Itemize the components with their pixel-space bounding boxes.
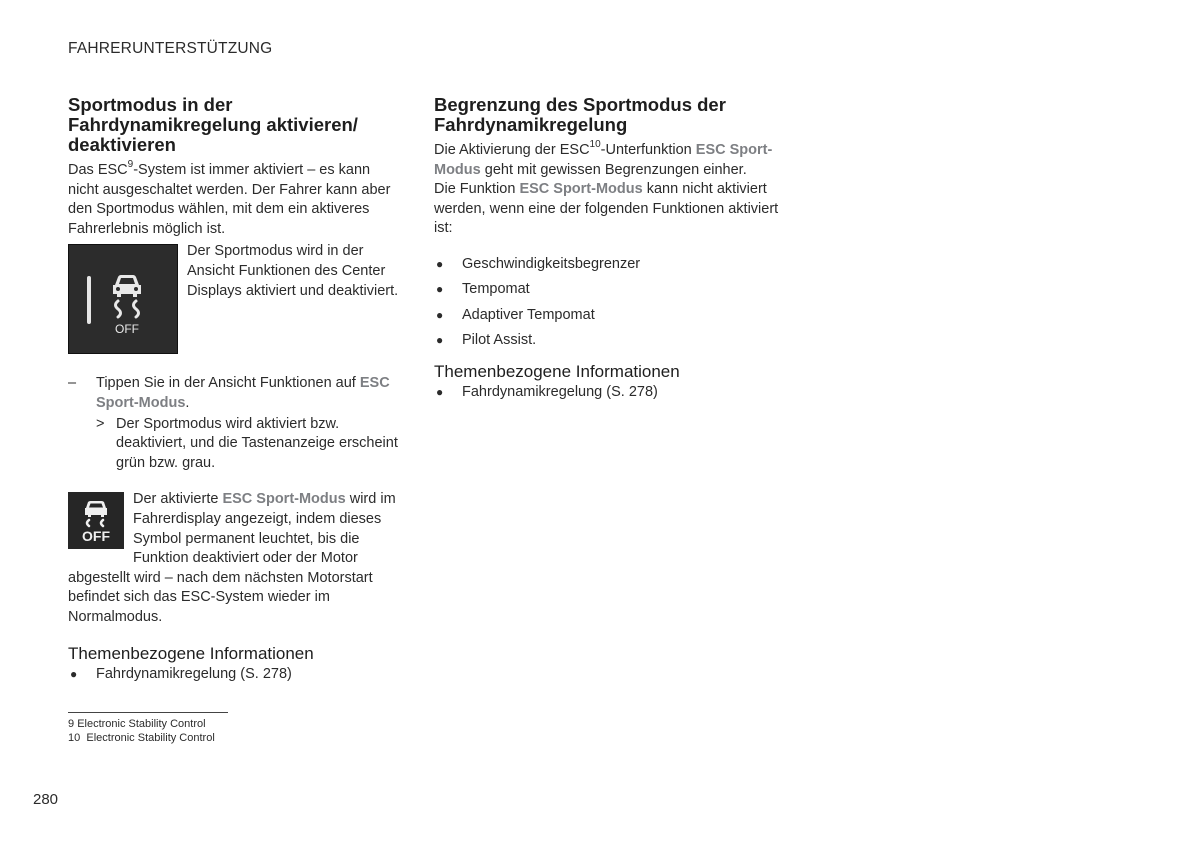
esc-sport-button-icon bbox=[68, 244, 178, 354]
left-para2: Der aktivierte ESC Sport-Modus wird im Fahrerdisplay angezeigt, indem dieses Symbol permanent leuchtet, bis die Funktion deaktiviert oder der Motor abgestellt wird – nach dem nächsten Motorstart befindet sich das ESC-System wieder im Normalmodus. bbox=[68, 491, 396, 625]
button-indicator-bar bbox=[87, 276, 91, 324]
esc-sport-modus-label: ESC Sport-Modus bbox=[222, 491, 346, 508]
right-para2: Die Funktion ESC Sport-Modus kann nicht aktiviert werden, wenn eine der folgenden Funktionen aktiviert ist: bbox=[434, 181, 779, 237]
right-related-heading: Themenbezogene Informationen bbox=[434, 361, 680, 381]
icon-small-off-label: OFF bbox=[82, 528, 110, 545]
icon-off-label: OFF bbox=[115, 322, 139, 337]
footnote-divider bbox=[68, 712, 228, 713]
left-related-heading: Themenbezogene Informationen bbox=[68, 643, 314, 663]
footnote-ref-10: 10 bbox=[589, 139, 601, 151]
step-dash: – bbox=[68, 375, 77, 392]
right-section-title: Begrenzung des Sportmodus der Fahrdynamikregelung bbox=[434, 94, 726, 135]
footnote-ref-9: 9 bbox=[127, 159, 134, 171]
footnote-10: 10 Electronic Stability Control bbox=[68, 732, 215, 744]
footnote-9: 9 Electronic Stability Control bbox=[68, 718, 206, 730]
page-number: 280 bbox=[33, 791, 59, 808]
step-result: > Der Sportmodus wird aktiviert bzw. deaktiviert, und die Tastenanzeige erscheint grün bzw. grau. bbox=[96, 415, 398, 471]
car-skid-small-icon bbox=[76, 497, 116, 545]
section-header: FAHRERUNTERSTÜTZUNG bbox=[68, 40, 273, 57]
left-column bbox=[68, 95, 403, 684]
esc-sport-modus-label: ESC Sport-Modus bbox=[434, 142, 773, 178]
left-related-list bbox=[68, 665, 403, 685]
result-marker: > bbox=[96, 415, 105, 432]
left-icon-description: Der Sportmodus wird in der Ansicht Funktionen des Center Displays aktiviert und deaktiviert. bbox=[187, 243, 399, 299]
right-related-list bbox=[434, 383, 779, 403]
esc-sport-indicator-icon bbox=[68, 492, 124, 549]
left-section-title: Sportmodus in der Fahrdynamikregelung aktivieren/ deaktivieren bbox=[68, 94, 358, 155]
right-column bbox=[434, 95, 779, 402]
list-item: ● Pilot Assist. bbox=[436, 332, 537, 349]
list-item: ● Geschwindigkeitsbegrenzer bbox=[436, 255, 641, 272]
related-link[interactable]: ● Fahrdynamikregelung (S. 278) bbox=[436, 383, 658, 400]
restriction-list bbox=[434, 255, 779, 351]
right-para1: Die Aktivierung der ESC$^{10}$-Unterfunktion ESC Sport-Modus geht mit gewissen Begrenzungen einher. bbox=[434, 139, 773, 178]
list-item: ● Tempomat bbox=[436, 281, 530, 298]
list-item: ● Adaptiver Tempomat bbox=[436, 306, 595, 323]
esc-sport-modus-label: ESC Sport-Modus bbox=[96, 375, 390, 411]
instruction-step: – Tippen Sie in der Ansicht Funktionen auf ESC Sport-Modus. bbox=[68, 375, 390, 411]
related-link[interactable]: ● Fahrdynamikregelung (S. 278) bbox=[70, 665, 292, 682]
car-skid-icon bbox=[107, 267, 147, 339]
esc-sport-modus-label: ESC Sport-Modus bbox=[519, 181, 643, 198]
left-intro: Das ESC$^9$-System ist immer aktiviert – es kann nicht ausgeschaltet werden. Der Fahrer kann aber den Sportmodus wählen, mit dem ein aktiveres Fahrerlebnis möglich ist. bbox=[68, 159, 391, 237]
